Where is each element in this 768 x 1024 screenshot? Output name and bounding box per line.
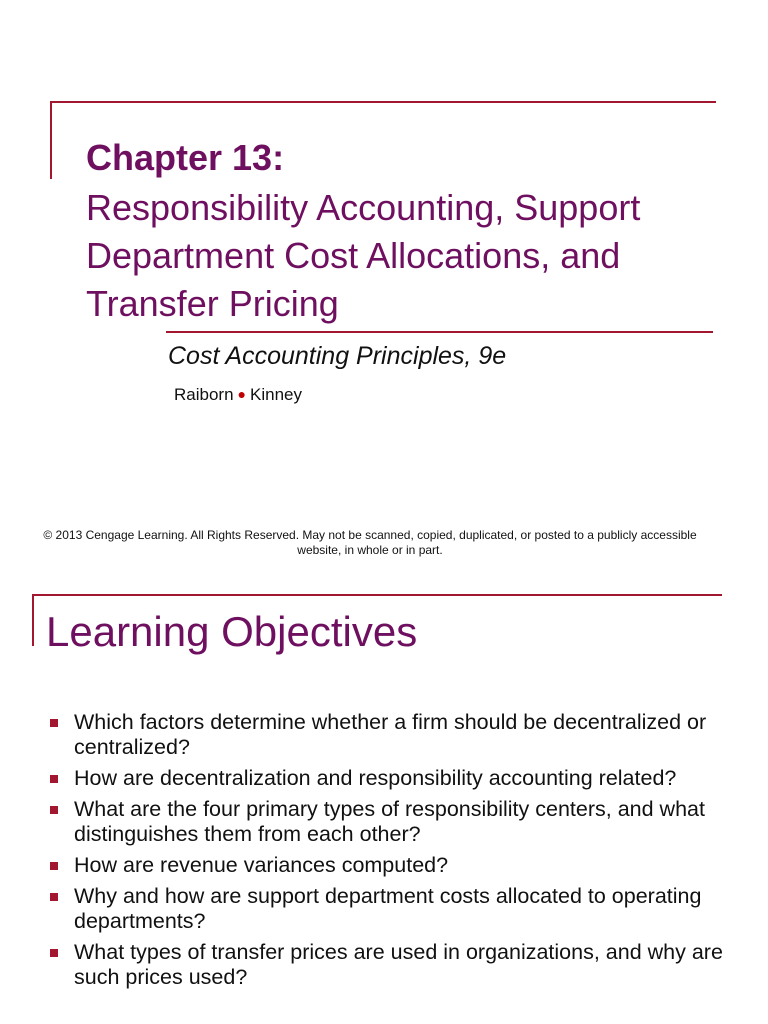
left-rule xyxy=(32,594,34,646)
list-item xyxy=(46,940,746,990)
objective-text: Which factors determine whether a firm should be decentralized or centralized? xyxy=(74,710,707,759)
list-item xyxy=(46,884,746,934)
list-item xyxy=(46,766,746,791)
subtitle-rule xyxy=(166,331,713,333)
objective-text: How are decentralization and responsibility accounting related? xyxy=(74,766,677,790)
square-bullet-icon xyxy=(50,719,58,727)
author-kinney: Kinney xyxy=(250,385,302,404)
list-item xyxy=(46,797,746,847)
top-rule xyxy=(32,594,722,596)
square-bullet-icon xyxy=(50,893,58,901)
objective-text: What are the four primary types of responsibility centers, and what distinguishes them from each other? xyxy=(74,797,705,846)
objective-text: Why and how are support department costs allocated to operating departments? xyxy=(74,884,702,933)
objective-text: How are revenue variances computed? xyxy=(74,853,449,877)
square-bullet-icon xyxy=(50,949,58,957)
square-bullet-icon xyxy=(50,806,58,814)
objective-text: What types of transfer prices are used in organizations, and why are such prices used? xyxy=(74,940,723,989)
square-bullet-icon xyxy=(50,862,58,870)
objectives-slide xyxy=(0,580,768,1024)
authors-line xyxy=(174,383,302,406)
objectives-list xyxy=(46,710,746,996)
chapter-subtitle: Responsibility Accounting, Support Department Cost Allocations, and Transfer Pricing xyxy=(86,187,641,324)
slide-title: Learning Objectives xyxy=(46,608,418,655)
list-item xyxy=(46,710,746,760)
author-separator-dot: ● xyxy=(237,386,247,402)
list-item xyxy=(46,853,746,878)
chapter-heading: Chapter 13: xyxy=(86,137,285,178)
left-rule xyxy=(50,101,52,179)
author-raiborn: Raiborn xyxy=(174,385,234,404)
top-rule xyxy=(50,101,716,103)
copyright-notice: © 2013 Cengage Learning. All Rights Reserved. May not be scanned, copied, duplicated, or posted to a publicly accessible website, in whole or in part. xyxy=(43,528,697,557)
square-bullet-icon xyxy=(50,775,58,783)
book-title: Cost Accounting Principles, 9e xyxy=(168,342,507,370)
